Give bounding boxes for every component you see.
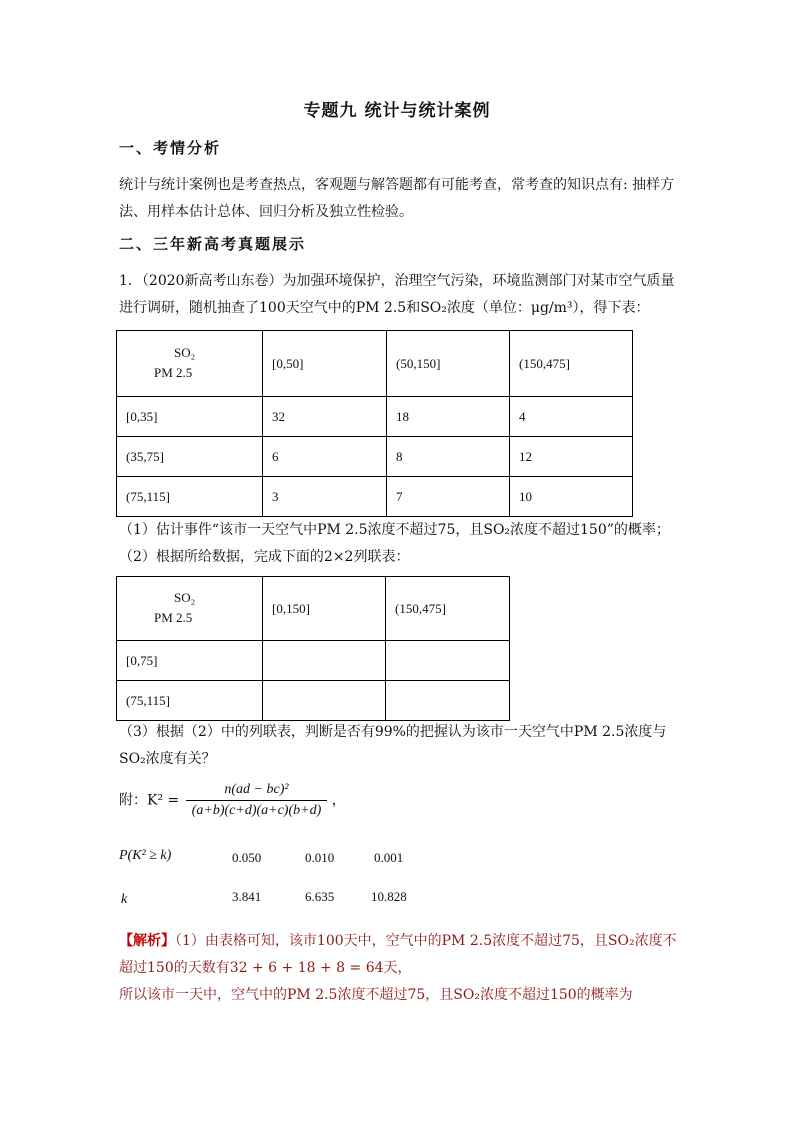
table-row — [117, 641, 510, 681]
problem-intro: 1．（2020新高考山东卷）为加强环境保护，治理空气污染，环境监测部门对某市空气质量进行调研，随机抽查了100天空气中的PM 2.5和SO₂浓度（单位：μg/m³），得下表： — [119, 273, 675, 316]
table-row — [117, 681, 510, 721]
formula-prefix: 附：K² = — [119, 792, 180, 809]
analysis-paragraph: 统计与统计案例也是考查热点，客观题与解答题都有可能考查，常考查的知识点有: 抽样方法、用样本估计总体、回归分析及独立性检验。 — [119, 177, 675, 220]
question-3: （3）根据（2）中的列联表，判断是否有99%的把握认为该市一天空气中PM 2.5浓度与SO₂浓度有关？ — [119, 724, 667, 767]
solution-line-2: 所以该市一天中，空气中的PM 2.5浓度不超过75，且SO₂浓度不超过150的概率为 — [119, 987, 633, 1003]
probability-label: P(K² ≥ k) — [119, 848, 172, 863]
row-label: (75,115] — [117, 477, 263, 517]
table-corner-cell — [117, 577, 263, 641]
solution-block — [119, 928, 679, 1009]
table-cell: 3 — [263, 477, 387, 517]
page-title: 专题九 统计与统计案例 — [303, 101, 491, 121]
question-2: （2）根据所给数据，完成下面的2×2列联表： — [119, 549, 410, 565]
formula-denominator: (a+b)(c+d)(a+c)(b+d) — [186, 800, 328, 819]
solution-line-1: （1）由表格可知，该市100天中，空气中的PM 2.5浓度不超过75，且SO₂浓度不超过150的天数有32 + 6 + 18 + 8 = 64天， — [119, 933, 677, 976]
k-value: 10.828 — [371, 889, 407, 904]
table-cell: 7 — [387, 477, 510, 517]
table-cell: 6 — [263, 437, 387, 477]
corner-so2-label: SO₂ — [174, 344, 196, 360]
formula-suffix: ， — [331, 792, 346, 809]
probability-value: 0.050 — [232, 850, 262, 865]
chi-square-formula — [119, 782, 346, 819]
k-value: 6.635 — [305, 889, 335, 904]
col-header: (150,475] — [386, 577, 510, 641]
col-header: (150,475] — [510, 331, 633, 397]
row-label: [0,35] — [117, 397, 263, 437]
section-heading-exams: 二、三年新高考真题展示 — [119, 235, 307, 253]
table-corner-cell — [117, 331, 263, 397]
col-header: [0,50] — [263, 331, 387, 397]
row-label: [0,75] — [117, 641, 263, 681]
k-label: k — [121, 892, 128, 907]
formula-fraction — [186, 782, 328, 819]
table-header-row — [117, 331, 633, 397]
col-header: (50,150] — [387, 331, 510, 397]
corner-pm25-label: PM 2.5 — [154, 609, 193, 625]
formula-numerator: n(ad − bc)² — [224, 782, 289, 797]
probability-value: 0.001 — [374, 850, 404, 865]
row-label: (75,115] — [117, 681, 263, 721]
table-cell: 18 — [387, 397, 510, 437]
data-table — [116, 330, 633, 517]
table-cell: 8 — [387, 437, 510, 477]
section-heading-analysis: 一、考情分析 — [119, 139, 222, 157]
table-cell: 4 — [510, 397, 633, 437]
row-label: (35,75] — [117, 437, 263, 477]
question-1: （1）估计事件“该市一天空气中PM 2.5浓度不超过75，且SO₂浓度不超过150”的概率； — [119, 522, 670, 538]
corner-so2-label: SO₂ — [174, 589, 196, 605]
k-value: 3.841 — [232, 889, 262, 904]
corner-pm25-label: PM 2.5 — [154, 364, 193, 380]
table-cell: 12 — [510, 437, 633, 477]
contingency-table — [116, 576, 510, 721]
probability-value: 0.010 — [305, 850, 335, 865]
blank-cell — [386, 681, 510, 721]
table-cell: 10 — [510, 477, 633, 517]
table-cell: 32 — [263, 397, 387, 437]
blank-cell — [386, 641, 510, 681]
blank-cell — [263, 681, 386, 721]
table-row — [117, 397, 633, 437]
blank-cell — [263, 641, 386, 681]
col-header: [0,150] — [263, 577, 386, 641]
solution-tag: 【解析】 — [119, 933, 175, 949]
table-row — [117, 437, 633, 477]
table-header-row — [117, 577, 510, 641]
table-row — [117, 477, 633, 517]
